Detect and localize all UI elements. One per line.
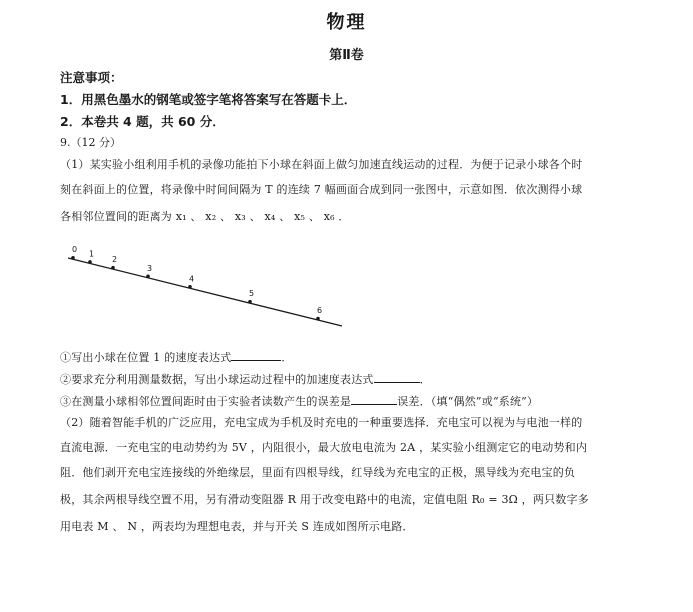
position-label-2: 2 [112,255,118,265]
ball-mark-6 [316,317,320,321]
incline-line [68,258,342,326]
ball-mark-5 [248,300,252,304]
incline-figure [60,240,350,340]
ball-mark-3 [146,275,150,279]
position-label-5: 5 [249,289,255,299]
sub-question-2 [60,370,640,387]
part2-line4: 极，其余两根导线空置不用，另有滑动变阻器 R 用于改变电路中的电流，定值电阻 R₀ = 3Ω ，两只数字多 [60,493,589,506]
position-label-4: 4 [189,274,195,284]
position-label-3: 3 [147,263,153,273]
sub-question-3-text: ③在测量小球相邻位置间距时由于实验者读数产生的误差是 [60,395,352,408]
part2-line1: （2）随着智能手机的广泛应用，充电宝成为手机及时充电的一种重要选择．充电宝可以视为与电池一样的 [60,416,583,429]
ball-mark-2 [111,266,115,270]
sub-question-2-end: ． [419,373,431,386]
ball-mark-1 [88,260,92,264]
sub-question-1 [60,348,640,365]
note-item-1: 1．用黑色墨水的钢笔或签字笔将答案写在答题卡上． [60,92,357,107]
part1-line1: （1）某实验小组利用手机的录像功能拍下小球在斜面上做匀加速直线运动的过程．为便于记录小球各个时 [60,158,583,171]
ball-mark-0 [71,256,75,260]
sub-question-3 [60,392,640,409]
position-label-6: 6 [317,306,323,316]
position-label-0: 0 [72,245,78,255]
part2-line2: 直流电源．一充电宝的电动势约为 5V ，内阻很小，最大放电电流为 2A ，某实验小组测定它的电动势和内 [60,441,588,454]
ball-mark-4 [188,285,192,289]
volume-title: 第Ⅱ卷 [329,48,364,63]
question-9-number: 9.（12 分） [60,136,121,149]
subject-title: 物理 [326,12,367,33]
sub-question-1-text: ①写出小球在位置 1 的速度表达式 [60,351,232,364]
part2-line3: 阻．他们剥开充电宝连接线的外绝缘层，里面有四根导线，红导线为充电宝的正极，黑导线为充电宝的负 [60,466,576,479]
note-item-2: 2．本卷共 4 题，共 60 分． [60,114,225,129]
sub-question-1-end: ． [281,351,293,364]
answer-blank-1[interactable] [231,348,281,361]
answer-blank-2[interactable] [374,370,420,383]
sub-question-2-text: ②要求充分利用测量数据，写出小球运动过程中的加速度表达式 [60,373,374,386]
part1-line3: 各相邻位置间的距离为 x₁ 、 x₂ 、 x₃ 、 x₄ 、 x₅ 、 x₆ ． [60,210,350,223]
part1-line2: 刻在斜面上的位置，将录像中时间间隔为 T 的连续 7 幅画面合成到同一张图中，示意如图．依次测得小球 [60,183,583,196]
sub-question-3-end: 误差．（填“偶然”或“系统”） [397,395,539,408]
part2-line5: 用电表 M 、 N ，两表均为理想电表，并与开关 S 连成如图所示电路． [60,520,414,533]
notes-heading: 注意事项： [60,70,123,85]
answer-blank-3[interactable] [351,392,397,405]
position-label-1: 1 [89,249,95,259]
